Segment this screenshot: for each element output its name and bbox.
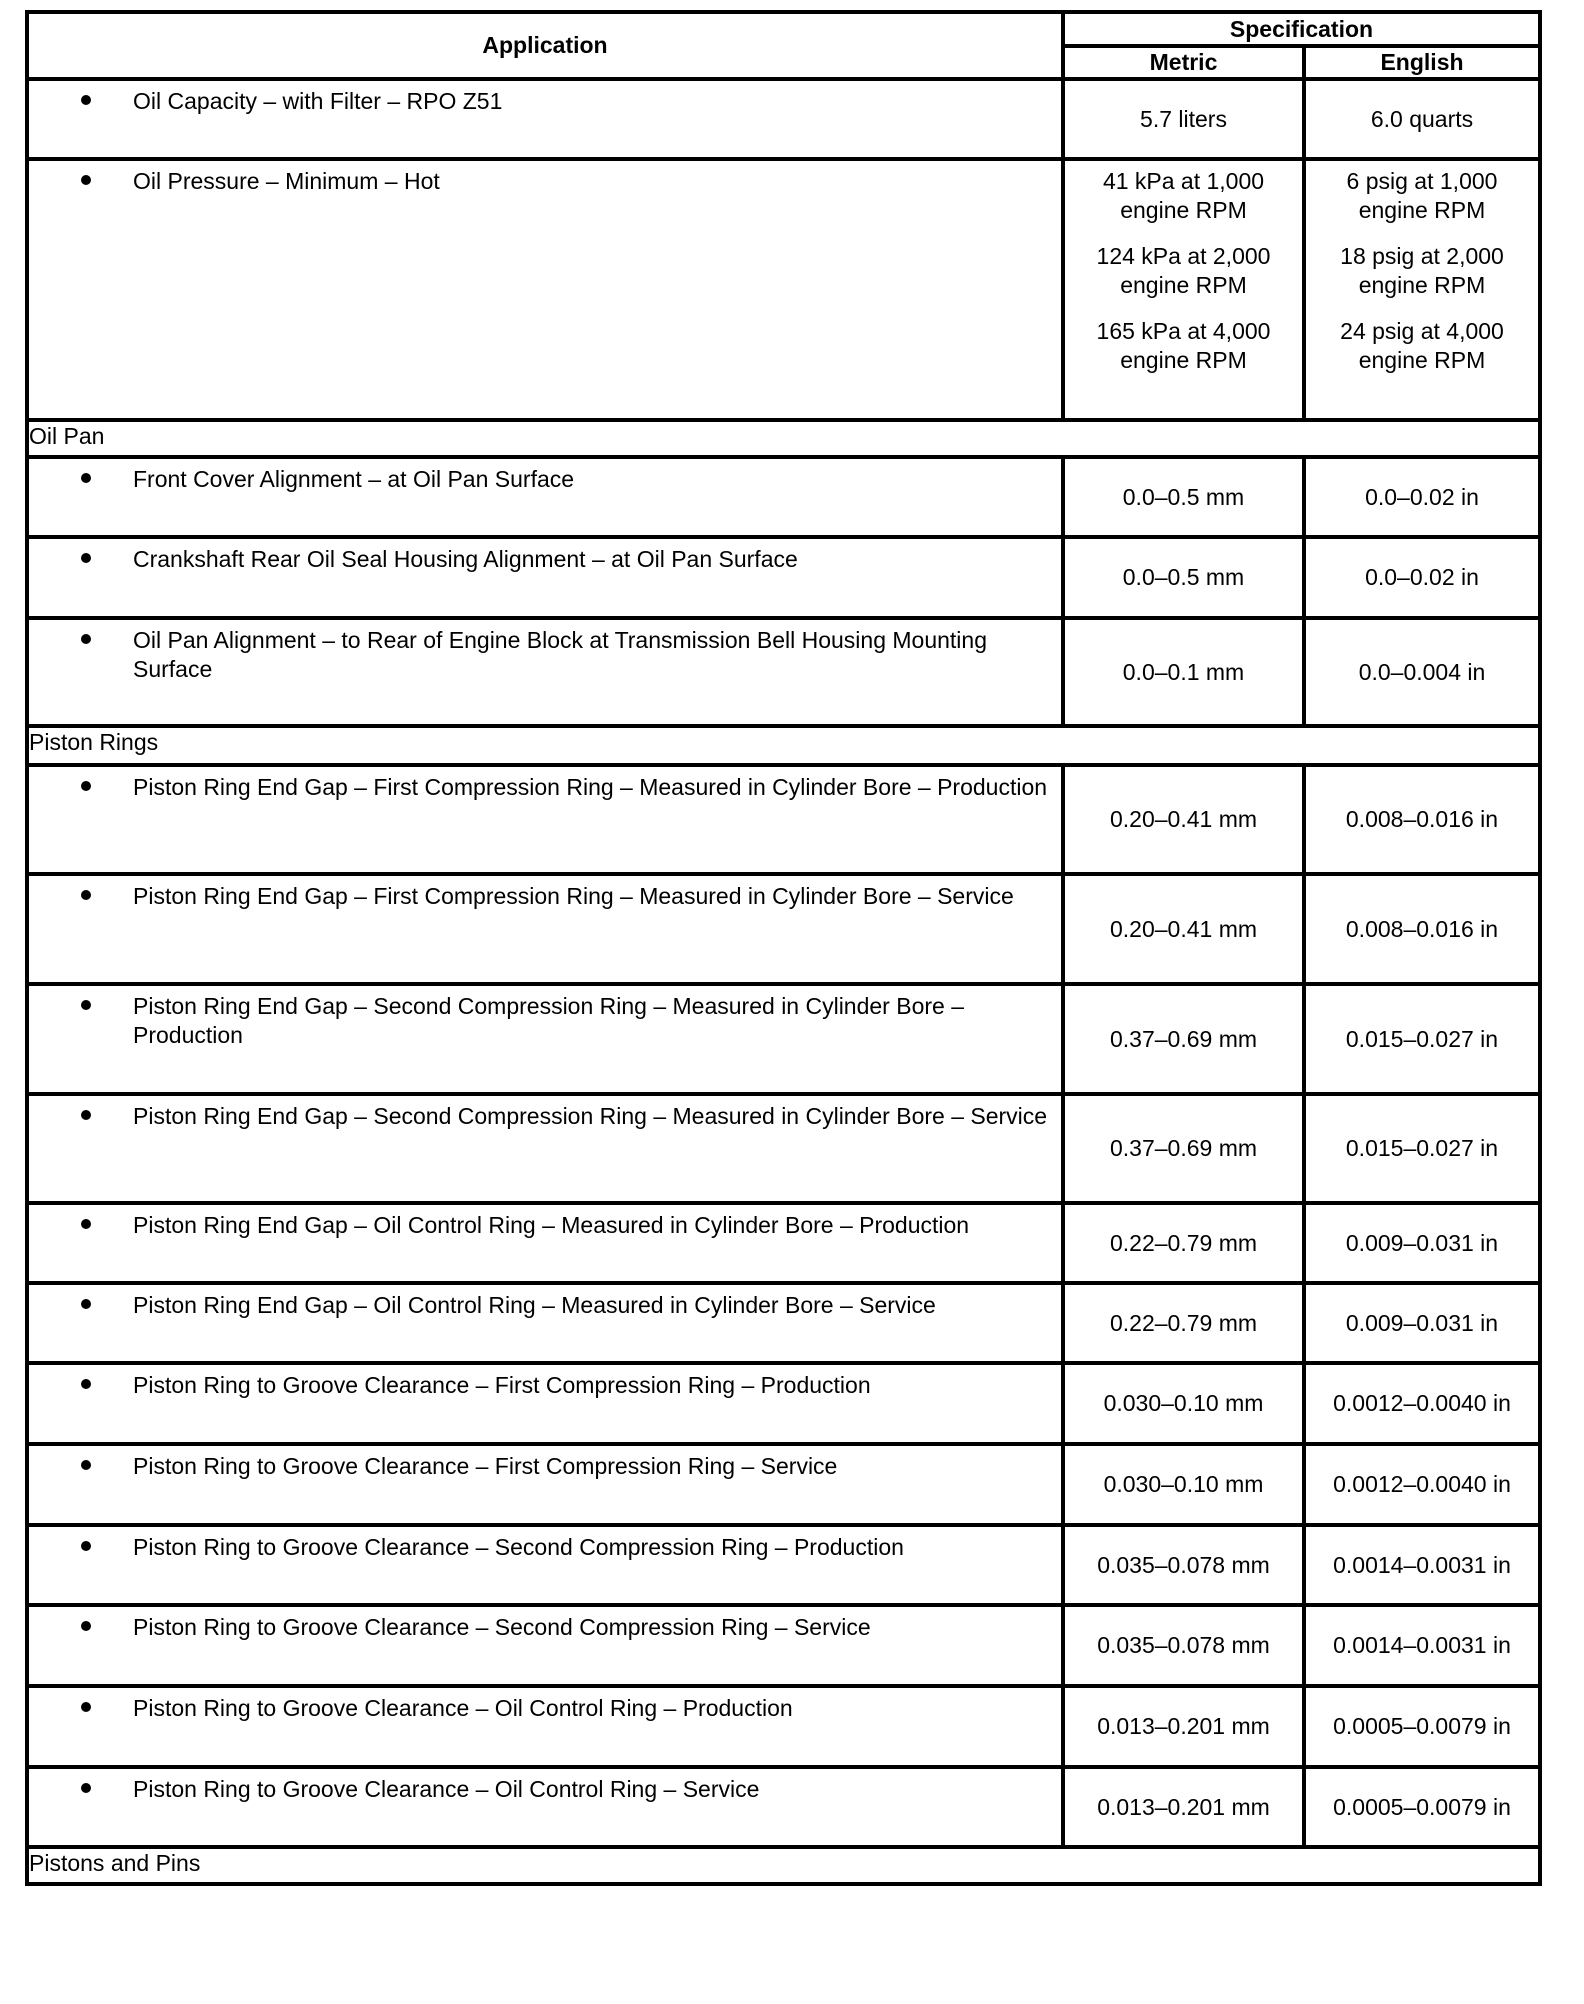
bullet-icon	[29, 1613, 133, 1642]
application-cell	[27, 1363, 1063, 1444]
application-cell	[27, 537, 1063, 618]
application-cell	[27, 457, 1063, 537]
english-value: 0.0014–0.0031 in	[1304, 1605, 1540, 1686]
metric-value: 0.22–0.79 mm	[1063, 1283, 1304, 1363]
application-text: Piston Ring to Groove Clearance – First Compression Ring – Production	[133, 1372, 871, 1398]
application-text: Piston Ring End Gap – Second Compression Ring – Measured in Cylinder Bore – Service	[133, 1103, 1048, 1129]
value-line: engine RPM	[1120, 347, 1247, 373]
section-header-row	[27, 726, 1540, 765]
bullet-icon	[29, 1291, 133, 1320]
english-value: 0.009–0.031 in	[1304, 1283, 1540, 1363]
english-value: 0.008–0.016 in	[1304, 765, 1540, 874]
value-group	[1065, 167, 1302, 225]
english-value-cell	[1304, 159, 1540, 420]
application-cell	[27, 1605, 1063, 1686]
application-text: Crankshaft Rear Oil Seal Housing Alignment – at Oil Pan Surface	[133, 546, 798, 572]
application-cell	[27, 984, 1063, 1094]
value-group	[1306, 242, 1538, 300]
metric-value: 0.013–0.201 mm	[1063, 1767, 1304, 1847]
metric-value: 0.0–0.1 mm	[1063, 618, 1304, 726]
value-line: 24 psig at 4,000	[1340, 318, 1504, 344]
value-line: engine RPM	[1358, 272, 1486, 298]
bullet-icon	[29, 465, 133, 494]
application-header: Application	[27, 12, 1063, 79]
metric-value: 0.035–0.078 mm	[1063, 1525, 1304, 1605]
metric-value: 0.37–0.69 mm	[1063, 984, 1304, 1094]
metric-value: 0.0–0.5 mm	[1063, 457, 1304, 537]
application-text: Oil Pan Alignment – to Rear of Engine Block at Transmission Bell Housing Mounting Surface	[133, 627, 987, 682]
value-line: 124 kPa at 2,000	[1096, 243, 1271, 269]
english-value: 0.0005–0.0079 in	[1304, 1767, 1540, 1847]
value-line: engine RPM	[1120, 197, 1247, 223]
table-row	[27, 1363, 1540, 1444]
application-text: Piston Ring End Gap – Second Compression Ring – Measured in Cylinder Bore – Production	[133, 993, 964, 1048]
metric-header: Metric	[1063, 46, 1304, 79]
english-value: 0.0005–0.0079 in	[1304, 1686, 1540, 1767]
application-text: Piston Ring to Groove Clearance – Second Compression Ring – Service	[133, 1614, 871, 1640]
application-text: Oil Capacity – with Filter – RPO Z51	[133, 88, 503, 114]
application-cell	[27, 1283, 1063, 1363]
metric-value: 0.22–0.79 mm	[1063, 1203, 1304, 1283]
application-cell	[27, 1767, 1063, 1847]
english-value: 0.0012–0.0040 in	[1304, 1363, 1540, 1444]
section-label: Oil Pan	[27, 420, 1540, 457]
application-text: Front Cover Alignment – at Oil Pan Surface	[133, 466, 575, 492]
table-row	[27, 1686, 1540, 1767]
metric-value: 0.37–0.69 mm	[1063, 1094, 1304, 1203]
section-label: Pistons and Pins	[27, 1847, 1540, 1884]
table-row	[27, 984, 1540, 1094]
table-row	[27, 159, 1540, 420]
bullet-icon	[29, 882, 133, 911]
application-cell	[27, 874, 1063, 984]
application-text: Piston Ring to Groove Clearance – Second Compression Ring – Production	[133, 1534, 904, 1560]
metric-value: 0.20–0.41 mm	[1063, 874, 1304, 984]
table-row	[27, 79, 1540, 159]
application-text: Piston Ring End Gap – Oil Control Ring – Measured in Cylinder Bore – Service	[133, 1292, 936, 1318]
english-value: 0.0–0.02 in	[1304, 537, 1540, 618]
bullet-icon	[29, 1452, 133, 1481]
application-text: Piston Ring to Groove Clearance – First Compression Ring – Service	[133, 1453, 838, 1479]
application-cell	[27, 765, 1063, 874]
value-group	[1306, 317, 1538, 375]
value-group	[1065, 317, 1302, 375]
bullet-icon	[29, 773, 133, 802]
bullet-icon	[29, 167, 133, 196]
bullet-icon	[29, 992, 133, 1050]
metric-value: 0.035–0.078 mm	[1063, 1605, 1304, 1686]
application-text: Oil Pressure – Minimum – Hot	[133, 168, 440, 194]
table-row	[27, 1283, 1540, 1363]
table-body	[27, 79, 1540, 1884]
application-cell	[27, 159, 1063, 420]
metric-value: 0.0–0.5 mm	[1063, 537, 1304, 618]
table-row	[27, 1605, 1540, 1686]
table-row	[27, 874, 1540, 984]
english-value: 0.015–0.027 in	[1304, 1094, 1540, 1203]
english-value: 0.009–0.031 in	[1304, 1203, 1540, 1283]
value-line: engine RPM	[1120, 272, 1247, 298]
metric-value: 0.013–0.201 mm	[1063, 1686, 1304, 1767]
application-text: Piston Ring to Groove Clearance – Oil Control Ring – Service	[133, 1776, 760, 1802]
table-row	[27, 1094, 1540, 1203]
specification-table	[25, 10, 1542, 1886]
value-line: 41 kPa at 1,000	[1102, 168, 1265, 194]
bullet-icon	[29, 87, 133, 116]
metric-value-cell	[1063, 159, 1304, 420]
metric-value: 0.20–0.41 mm	[1063, 765, 1304, 874]
english-value: 0.015–0.027 in	[1304, 984, 1540, 1094]
english-value: 0.008–0.016 in	[1304, 874, 1540, 984]
application-cell	[27, 1444, 1063, 1525]
bullet-icon	[29, 1775, 133, 1804]
bullet-icon	[29, 1694, 133, 1723]
english-value: 0.0–0.004 in	[1304, 618, 1540, 726]
metric-value: 5.7 liters	[1063, 79, 1304, 159]
value-line: 165 kPa at 4,000	[1096, 318, 1271, 344]
application-text: Piston Ring to Groove Clearance – Oil Control Ring – Production	[133, 1695, 793, 1721]
value-line: engine RPM	[1358, 197, 1486, 223]
table-row	[27, 765, 1540, 874]
application-cell	[27, 1525, 1063, 1605]
section-label: Piston Rings	[27, 726, 1540, 765]
bullet-icon	[29, 1371, 133, 1400]
value-line: 6 psig at 1,000	[1346, 168, 1498, 194]
application-text: Piston Ring End Gap – Oil Control Ring – Measured in Cylinder Bore – Production	[133, 1212, 970, 1238]
application-cell	[27, 1094, 1063, 1203]
english-header: English	[1304, 46, 1540, 79]
english-value: 0.0014–0.0031 in	[1304, 1525, 1540, 1605]
application-cell	[27, 1686, 1063, 1767]
english-value: 0.0–0.02 in	[1304, 457, 1540, 537]
table-row	[27, 618, 1540, 726]
bullet-icon	[29, 626, 133, 684]
bullet-icon	[29, 1211, 133, 1240]
bullet-icon	[29, 545, 133, 574]
table-row	[27, 1767, 1540, 1847]
specification-header: Specification	[1063, 12, 1540, 46]
english-value: 0.0012–0.0040 in	[1304, 1444, 1540, 1525]
table-row	[27, 537, 1540, 618]
application-cell	[27, 618, 1063, 726]
value-line: 18 psig at 2,000	[1340, 243, 1504, 269]
value-group	[1065, 242, 1302, 300]
application-text: Piston Ring End Gap – First Compression Ring – Measured in Cylinder Bore – Production	[133, 774, 1048, 800]
bullet-icon	[29, 1533, 133, 1562]
value-group	[1306, 167, 1538, 225]
section-header-row	[27, 420, 1540, 457]
section-header-row	[27, 1847, 1540, 1884]
value-line: engine RPM	[1358, 347, 1486, 373]
table-row	[27, 1525, 1540, 1605]
application-cell	[27, 1203, 1063, 1283]
english-value: 6.0 quarts	[1304, 79, 1540, 159]
table-row	[27, 1444, 1540, 1525]
table-row	[27, 457, 1540, 537]
application-cell	[27, 79, 1063, 159]
table-row	[27, 1203, 1540, 1283]
bullet-icon	[29, 1102, 133, 1131]
metric-value: 0.030–0.10 mm	[1063, 1444, 1304, 1525]
application-text: Piston Ring End Gap – First Compression Ring – Measured in Cylinder Bore – Service	[133, 883, 1014, 909]
metric-value: 0.030–0.10 mm	[1063, 1363, 1304, 1444]
